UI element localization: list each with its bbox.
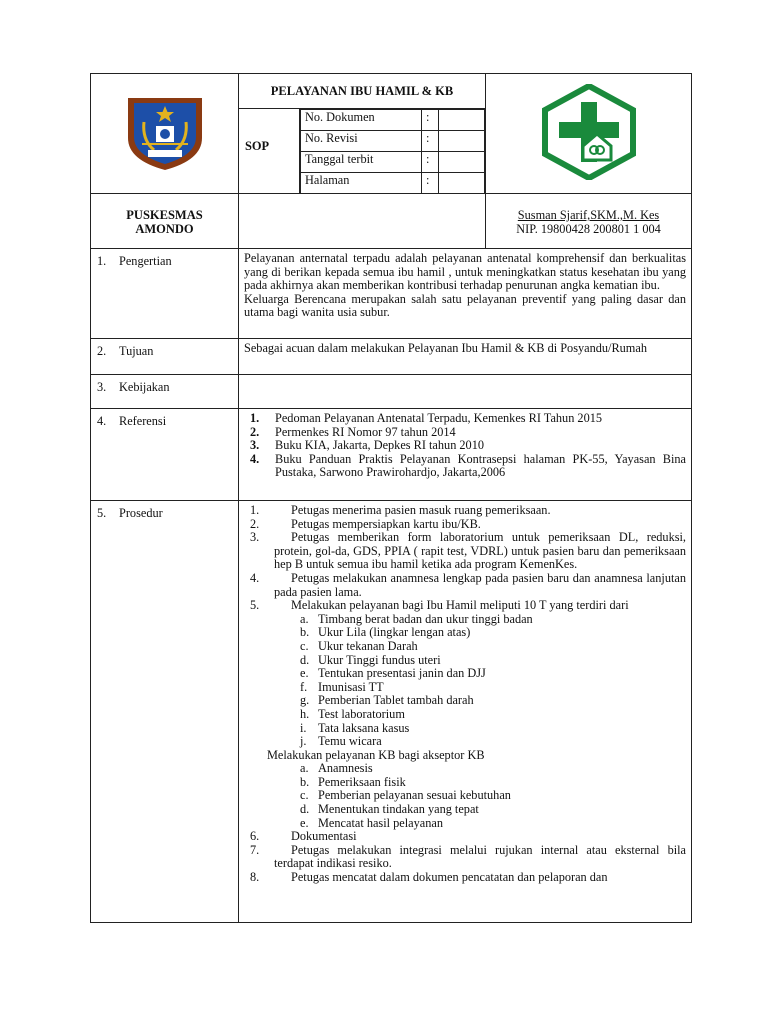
section-number: 1. xyxy=(97,254,107,268)
sop-label: SOP xyxy=(239,109,300,194)
sublist-kb xyxy=(244,762,686,830)
regional-seal-logo xyxy=(120,92,210,172)
meta-value xyxy=(439,152,485,173)
meta-colon: : xyxy=(422,173,439,194)
blank-cell xyxy=(239,194,486,249)
regional-seal-logo-cell xyxy=(91,74,239,194)
paragraph: Pelayanan anternatal terpadu adalah pelayanan antenatal komprehensif dan berkualitas yang di berikan kepada semua ibu hamil , untuk meningkatkan status kesehatan ibu yang pada akhirnya akan memberikan kontribusi terhadap penurunan angka kematian ibu. xyxy=(244,251,687,293)
meta-value xyxy=(439,131,485,152)
list-item: 6. Dokumentasi xyxy=(250,829,357,844)
sop-document xyxy=(90,73,691,923)
list-item: g. Pemberian Tablet tambah darah xyxy=(300,693,474,708)
section-content-kebijakan xyxy=(239,375,692,409)
meta-label: No. Revisi xyxy=(301,131,422,152)
section-title: Referensi xyxy=(119,414,167,428)
organization-line-2: AMONDO xyxy=(135,222,194,236)
organization-line-1: PUSKESMAS xyxy=(126,208,203,222)
meta-colon: : xyxy=(422,131,439,152)
sublist-10t xyxy=(244,613,686,749)
meta-row xyxy=(301,173,485,194)
section-label-prosedur xyxy=(91,501,239,923)
list-item: 1. Petugas menerima pasien masuk ruang pemeriksaan. xyxy=(250,503,551,517)
meta-row xyxy=(301,152,485,173)
list-item: c. Pemberian pelayanan sesuai kebutuhan xyxy=(300,788,511,803)
section-label-kebijakan xyxy=(91,375,239,409)
section-title: Tujuan xyxy=(119,344,154,358)
meta-label: Tanggal terbit xyxy=(301,152,422,173)
section-number: 3. xyxy=(97,380,107,394)
signer-name: Susman Sjarif,SKM.,M. Kes xyxy=(517,208,660,222)
signer-nip: NIP. 19800428 200801 1 004 xyxy=(516,222,661,236)
section-title: Kebijakan xyxy=(119,380,170,394)
section-number: 5. xyxy=(97,506,107,520)
list-item: 2. Petugas mempersiapkan kartu ibu/KB. xyxy=(250,516,481,531)
list-item: f. Imunisasi TT xyxy=(300,679,384,694)
list-item: 4. Petugas melakukan anamnesa lengkap pada pasien baru dan anamnesa lanjutan pada pasien lama. xyxy=(250,570,687,599)
list-item: 3. Petugas memberikan form laboratorium untuk pemeriksaan DL, reduksi, protein, gol-da, GDS, PPIA ( rapit test, VDRL) untuk pasien baru dan pemeriksaan hep B untuk semua ibu hamil ketika ada program KemenKes. xyxy=(250,530,687,572)
meta-value xyxy=(439,110,485,131)
section-label-tujuan xyxy=(91,339,239,375)
sop-table xyxy=(90,73,692,923)
list-item: i. Tata laksana kasus xyxy=(300,720,410,735)
document-meta-cell xyxy=(300,109,486,194)
list-item: a. Anamnesis xyxy=(300,761,373,776)
section-content-pengertian xyxy=(239,249,692,339)
document-title: PELAYANAN IBU HAMIL & KB xyxy=(239,74,486,109)
procedure-steps xyxy=(244,504,686,613)
document-meta xyxy=(300,109,485,193)
meta-value xyxy=(439,173,485,194)
section-number: 2. xyxy=(97,344,107,358)
section-content-referensi xyxy=(239,409,692,501)
meta-colon: : xyxy=(422,152,439,173)
list-item: j. Temu wicara xyxy=(300,734,382,749)
list-item: e. Mencatat hasil pelayanan xyxy=(300,815,443,830)
section-number: 4. xyxy=(97,414,107,428)
procedure-steps-continued xyxy=(244,830,686,884)
meta-label: Halaman xyxy=(301,173,422,194)
list-item: e. Tentukan presentasi janin dan DJJ xyxy=(300,666,486,681)
meta-row xyxy=(301,110,485,131)
meta-row xyxy=(301,131,485,152)
signature-block xyxy=(486,194,692,249)
list-item: d. Menentukan tindakan yang tepat xyxy=(300,802,479,817)
list-item: 7. Petugas melakukan integrasi melalui rujukan internal atau eksternal bila terdapat indikasi resiko. xyxy=(250,842,687,871)
section-label-referensi xyxy=(91,409,239,501)
list-item: b. Pemeriksaan fisik xyxy=(300,774,406,789)
puskesmas-logo xyxy=(539,84,639,180)
paragraph: Keluarga Berencana merupakan salah satu pelayanan preventif yang paling dasar dan utama bagi wanita usia subur. xyxy=(244,291,687,320)
section-content-tujuan: Sebagai acuan dalam melakukan Pelayanan Ibu Hamil & KB di Posyandu/Rumah xyxy=(239,339,692,375)
meta-label: No. Dokumen xyxy=(301,110,422,131)
puskesmas-logo-cell xyxy=(486,74,692,194)
list-item: b. Ukur Lila (lingkar lengan atas) xyxy=(300,625,471,640)
list-item: d. Ukur Tinggi fundus uteri xyxy=(300,652,441,667)
list-item: a. Timbang berat badan dan ukur tinggi badan xyxy=(300,611,533,626)
section-title: Pengertian xyxy=(119,254,172,268)
list-item: c. Ukur tekanan Darah xyxy=(300,638,418,653)
kb-heading: Melakukan pelayanan KB bagi akseptor KB xyxy=(267,747,485,762)
list-item: 3. Buku KIA, Jakarta, Depkes RI tahun 2010 xyxy=(250,438,485,453)
list-item: 5. Melakukan pelayanan bagi Ibu Hamil meliputi 10 T yang terdiri dari xyxy=(250,598,629,613)
list-item: 4. Buku Panduan Praktis Pelayanan Kontrasepsi halaman PK-55, Yayasan Bina Pustaka, Sarwono Prawirohardjo, Jakarta,2006 xyxy=(250,451,687,480)
reference-list xyxy=(244,412,686,480)
list-item: 1. Pedoman Pelayanan Antenatal Terpadu, Kemenkes RI Tahun 2015 xyxy=(250,411,603,425)
list-item: h. Test laboratorium xyxy=(300,706,405,721)
section-title: Prosedur xyxy=(119,506,163,520)
meta-colon: : xyxy=(422,110,439,131)
section-label-pengertian xyxy=(91,249,239,339)
list-item: 8. Petugas mencatat dalam dokumen pencatatan dan pelaporan dan xyxy=(250,870,608,885)
organization-name xyxy=(91,194,239,249)
list-item: 2. Permenkes RI Nomor 97 tahun 2014 xyxy=(250,424,456,439)
section-content-prosedur xyxy=(239,501,692,923)
